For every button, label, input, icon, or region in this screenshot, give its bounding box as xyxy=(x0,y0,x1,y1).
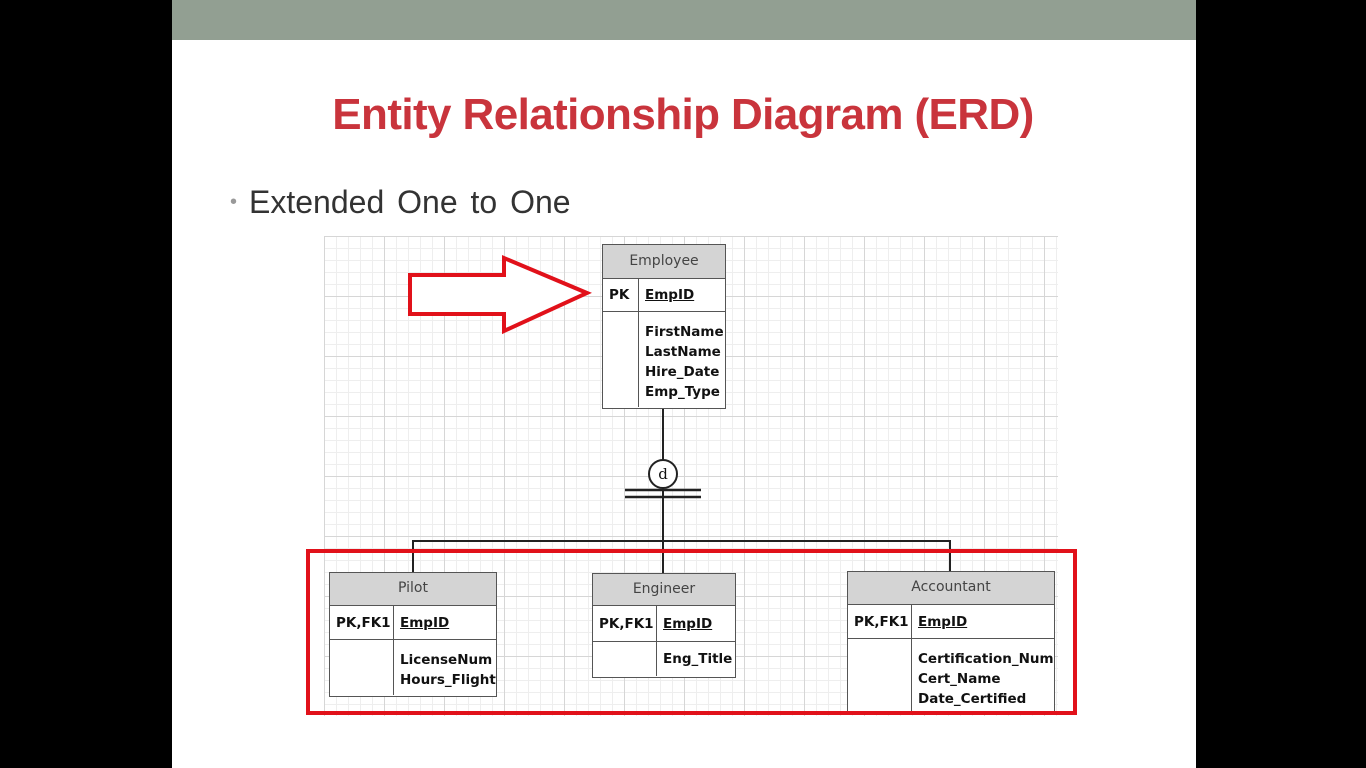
attribute: LicenseNum xyxy=(400,652,493,668)
slide xyxy=(172,0,1196,768)
attribute: LastName xyxy=(645,344,721,360)
entity-engineer-key-label: PK,FK1 xyxy=(593,606,657,641)
slide-title: Entity Relationship Diagram (ERD) xyxy=(332,90,1034,139)
entity-pilot-key-field: EmpID xyxy=(400,614,450,631)
subtypes-highlight-box xyxy=(306,549,1077,715)
attribute: FirstName xyxy=(645,324,724,340)
bullet-text: Extended One to One xyxy=(249,184,571,220)
entity-employee-name: Employee xyxy=(603,245,725,279)
attribute: Certification_Num xyxy=(918,651,1054,667)
entity-employee xyxy=(602,244,726,409)
entity-engineer-name: Engineer xyxy=(593,574,735,606)
entity-employee-attribute-list xyxy=(639,312,724,407)
attribute: Cert_Name xyxy=(918,671,1001,687)
entity-employee-attributes xyxy=(603,312,725,407)
attribute: Hire_Date xyxy=(645,364,720,380)
pointer-arrow-icon xyxy=(410,258,587,331)
entity-accountant-key-field: EmpID xyxy=(918,613,968,630)
attribute: Eng_Title xyxy=(663,651,733,667)
entity-employee-key-row xyxy=(603,279,725,312)
entity-accountant-key-label: PK,FK1 xyxy=(848,605,912,638)
entity-employee-key-field: EmpID xyxy=(645,287,695,303)
entity-engineer-key-field: EmpID xyxy=(663,615,713,632)
disjoint-symbol: d xyxy=(658,465,668,483)
attribute: Hours_Flight xyxy=(400,672,496,688)
entity-pilot-name: Pilot xyxy=(330,573,496,606)
attribute: Date_Certified xyxy=(918,691,1027,707)
entity-accountant-name: Accountant xyxy=(848,572,1054,605)
entity-employee-key-spacer xyxy=(603,312,639,407)
attribute: Emp_Type xyxy=(645,384,720,400)
entity-employee-key-label: PK xyxy=(603,279,639,311)
bullet-dot: • xyxy=(230,191,238,213)
entity-pilot-key-label: PK,FK1 xyxy=(330,606,394,639)
